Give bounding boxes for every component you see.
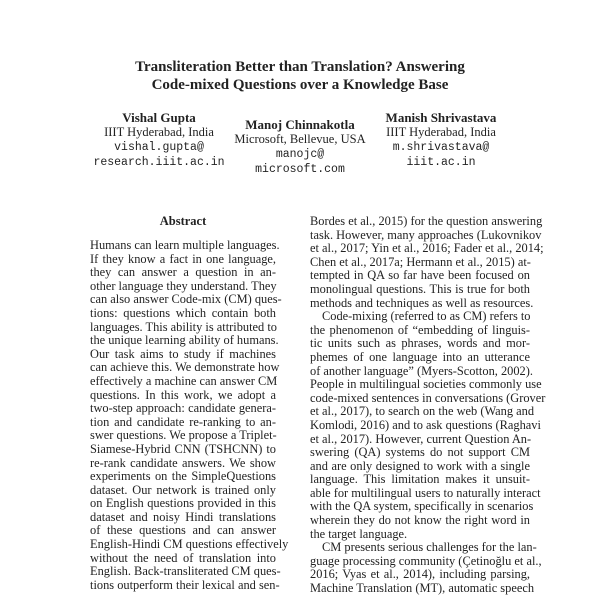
text-line: phemes of one language into an utterance [310,349,530,364]
text-line: Siamese-Hybrid CNN (TSHCNN) to [90,441,276,456]
text-line: Bordes et al., 2015) for the question answering [310,214,543,228]
text-line: languages. This ability is attributed to [90,319,277,334]
text-line: monolingual questions. This is true for both [310,281,530,296]
text-line: other language they understand. They [90,278,277,293]
text-line: If they know a fact in one language, [90,251,276,266]
text-line: of these questions and can answer [90,523,276,538]
text-line: experiments on the SimpleQuestions [90,469,276,484]
author-name: Manoj Chinnakotla [245,117,355,132]
text-line: English. Back-transliterated CM ques- [90,564,281,579]
author-affiliation: IIIT Hyderabad, India [104,125,214,139]
author-email-domain: research.iiit.ac.in [93,156,225,169]
author-affiliation: IIIT Hyderabad, India [386,125,496,139]
author-email: m.shrivastava@ [392,141,490,154]
author-email: manojc@ [275,148,325,161]
text-line: English-Hindi CM questions effectively [90,537,289,552]
text-line: and are only designed to work with a single [310,458,530,473]
text-line: of another language” (Myers-Scotton, 2002). [310,363,533,378]
text-line: swer questions. We propose a Triplet- [90,428,277,443]
text-line: tions: questions which contain both [90,305,276,320]
text-line: questions. In this work, we adopt a [90,387,276,402]
text-line: et al., 2017). However, current Question An- [310,431,532,446]
text-line: wherein they do not know the right word in [310,513,530,528]
text-line: dataset. Our network is trained only [90,482,276,497]
author-email-domain: microsoft.com [255,163,345,176]
text-line: Code-mixing (referred to as CM) refers to [322,309,531,324]
text-line: Komlodi, 2016) and to ask questions (Raghavi [310,417,541,432]
text-line: Machine Translation (MT), automatic speech [310,581,535,596]
text-line: swering (QA) systems do not support CM [310,445,530,460]
text-line: CM presents serious challenges for the lan- [322,540,537,555]
text-line: Our task aims to study if machines [90,346,276,361]
author-name: Manish Shrivastava [385,110,497,125]
text-line: task. However, many approaches (Lukovnikov [310,227,542,242]
paper-title-line-1: Transliteration Better than Translation? Answering [135,59,465,75]
author-affiliation: Microsoft, Bellevue, USA [234,132,366,146]
text-line: tion and candidate re-ranking to an- [90,414,276,429]
abstract-body [90,238,289,592]
paper-title-line-2: Code-mixed Questions over a Knowledge Base [151,77,449,93]
text-line: tempted in QA so far have been focused on [310,268,530,283]
text-line: on English questions provided in this [90,496,276,511]
text-line: 2016; Vyas et al., 2014), including parsing, [310,567,530,582]
author-email: vishal.gupta@ [114,141,204,154]
text-line: the phenomenon of “embedding of linguis- [310,322,530,337]
text-line: language. This limitation makes it unsuit- [310,472,530,487]
text-line: et al., 2017), to search on the web (Wang and [310,404,535,419]
text-line: methods and techniques as well as resources. [310,295,534,310]
text-line: they can answer a question in an- [90,265,276,280]
text-line: effectively a machine can answer CM [90,373,278,388]
author-name: Vishal Gupta [122,110,196,125]
abstract-heading: Abstract [159,214,207,228]
text-line: et al., 2017; Yin et al., 2016; Fader et al., 2014; [310,241,544,256]
text-line: guage processing community (Çetinoğlu et al., [310,553,542,568]
text-line: two-step approach: candidate genera- [90,401,276,416]
text-line: Chen et al., 2017a; Hermann et al., 2015) at- [310,254,531,269]
text-line: can achieve this. We demonstrate how [90,360,280,375]
author-email-domain: iiit.ac.in [406,156,476,169]
text-line: re-rank candidate answers. We show [90,455,276,470]
introduction-body [310,214,546,596]
text-line: with the QA system, specifically in scenarios [310,499,534,514]
text-line: the unique learning ability of humans. [90,333,279,348]
text-line: without the need of translation into [90,550,276,565]
author-3 [356,110,526,170]
text-line: can also answer Code-mix (CM) ques- [90,292,282,307]
text-line: People in multilingual societies commonly use [310,377,542,392]
text-line: code-mixed sentences in conversations (Grover [310,390,546,405]
text-line: able for multilingual users to naturally interact [310,485,541,500]
text-line: tic units such as phrases, words and mor- [310,336,530,351]
text-line: Humans can learn multiple languages. [90,238,280,252]
text-line: tions outperform their lexical and sen- [90,577,280,592]
text-line: dataset and noisy Hindi translations [90,509,276,524]
text-line: the target language. [310,526,408,541]
